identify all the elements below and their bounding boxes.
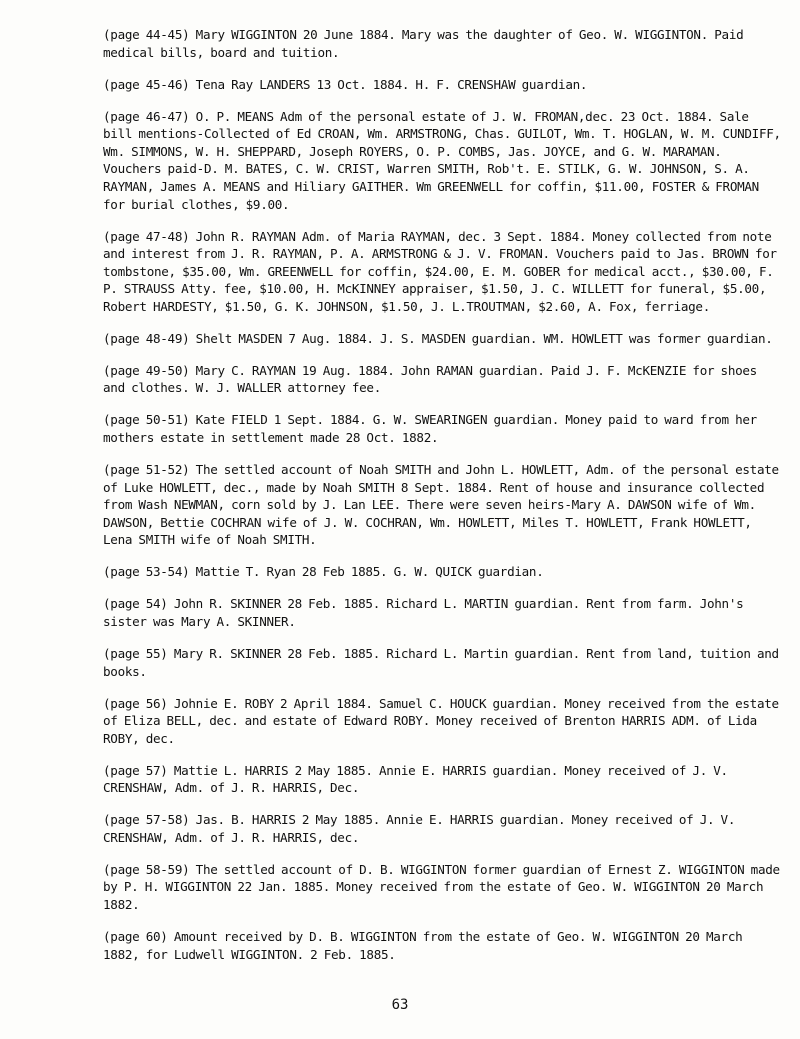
entry-page-45-46: (page 45-46) Tena Ray LANDERS 13 Oct. 1884. H. F. CRENSHAW guardian.	[103, 76, 588, 92]
entry-page-55: (page 55) Mary R. SKINNER 28 Feb. 1885. Richard L. Martin guardian. Rent from land, tuition and books.	[103, 645, 779, 679]
entry-page-46-47: (page 46-47) O. P. MEANS Adm of the personal estate of J. W. FROMAN,dec. 23 Oct. 1884. Sale bill mentions-Collected of Ed CROAN, Wm. ARMSTRONG, Chas. GUILOT, Wm. T. HOGLAN, W. M. CUNDIFF, Wm. SIMMONS, W. H. SHEPPARD, Joseph ROYERS, O. P. COMBS, Jas. JOYCE, and G. W. MARAMAN. Vouchers paid-D. M. BATES, C. W. CRIST, Warren SMITH, Rob't. E. STILK, G. W. JOHNSON, S. A. RAYMAN, James A. MEANS and Hiliary GAITHER. Wm GREENWELL for coffin, $11.00, FOSTER & FROMAN for burial clothes, $9.00.	[103, 108, 781, 212]
entry-page-58-59: (page 58-59) The settled account of D. B. WIGGINTON former guardian of Ernest Z. WIGGINTON made by P. H. WIGGINTON 22 Jan. 1885. Money received from the estate of Geo. W. WIGGINTON 20 March 1882.	[103, 861, 780, 913]
entry-page-54: (page 54) John R. SKINNER 28 Feb. 1885. Richard L. MARTIN guardian. Rent from farm. John's sister was Mary A. SKINNER.	[103, 596, 744, 629]
entry-page-53-54: (page 53-54) Mattie T. Ryan 28 Feb 1885. G. W. QUICK guardian.	[103, 564, 544, 580]
entry-page-60: (page 60) Amount received by D. B. WIGGINTON from the estate of Geo. W. WIGGINTON 20 March 1882, for Ludwell WIGGINTON. 2 Feb. 1885.	[103, 929, 743, 962]
entry-list	[103, 26, 783, 978]
entry-page-56: (page 56) Johnie E. ROBY 2 April 1884. Samuel C. HOUCK guardian. Money received from the estate of Eliza BELL, dec. and estate of Edward ROBY. Money received of Brenton HARRIS ADM. of Lida ROBY, dec.	[103, 695, 779, 746]
entry-page-48-49: (page 48-49) Shelt MASDEN 7 Aug. 1884. J. S. MASDEN guardian. WM. HOWLETT was former guardian.	[103, 330, 773, 346]
entry-page-57-58: (page 57-58) Jas. B. HARRIS 2 May 1885. Annie E. HARRIS guardian. Money received of J. V. CRENSHAW, Adm. of J. R. HARRIS, dec.	[103, 812, 736, 845]
entry-page-57: (page 57) Mattie L. HARRIS 2 May 1885. Annie E. HARRIS guardian. Money received of J. V. CRENSHAW, Adm. of J. R. HARRIS, Dec.	[103, 762, 728, 796]
entry-page-47-48: (page 47-48) John R. RAYMAN Adm. of Maria RAYMAN, dec. 3 Sept. 1884. Money collected from note and interest from J. R. RAYMAN, P. A. ARMSTRONG & J. V. FROMAN. Vouchers paid to Jas. BROWN for tombstone, $35.00, Wm. GREENWELL for coffin, $24.00, E. M. GOBER for medical acct., $30.00, F. P. STRAUSS Atty. fee, $10.00, H. McKINNEY appraiser, $1.50, J. C. WILLETT for funeral, $5.00, Robert HARDESTY, $1.50, G. K. JOHNSON, $1.50, J. L.TROUTMAN, $2.60, A. Fox, ferriage.	[103, 228, 777, 314]
entry-page-50-51: (page 50-51) Kate FIELD 1 Sept. 1884. G. W. SWEARINGEN guardian. Money paid to ward from her mothers estate in settlement made 28 Oct. 1882.	[103, 412, 757, 446]
entry-page-44-45: (page 44-45) Mary WIGGINTON 20 June 1884. Mary was the daughter of Geo. W. WIGGINTON. Paid medical bills, board and tuition.	[103, 27, 744, 60]
page-number: 63	[391, 997, 409, 1013]
entry-page-49-50: (page 49-50) Mary C. RAYMAN 19 Aug. 1884. John RAMAN guardian. Paid J. F. McKENZIE for shoes and clothes. W. J. WALLER attorney fee.	[103, 362, 757, 396]
entry-page-51-52: (page 51-52) The settled account of Noah SMITH and John L. HOWLETT, Adm. of the personal estate of Luke HOWLETT, dec., made by Noah SMITH 8 Sept. 1884. Rent of house and insurance collected from Wash NEWMAN, corn sold by J. Lan LEE. There were seven heirs-Mary A. DAWSON wife of Wm. DAWSON, Bettie COCHRAN wife of J. W. COCHRAN, Wm. HOWLETT, Miles T. HOWLETT, Frank HOWLETT, Lena SMITH wife of Noah SMITH.	[103, 462, 779, 548]
